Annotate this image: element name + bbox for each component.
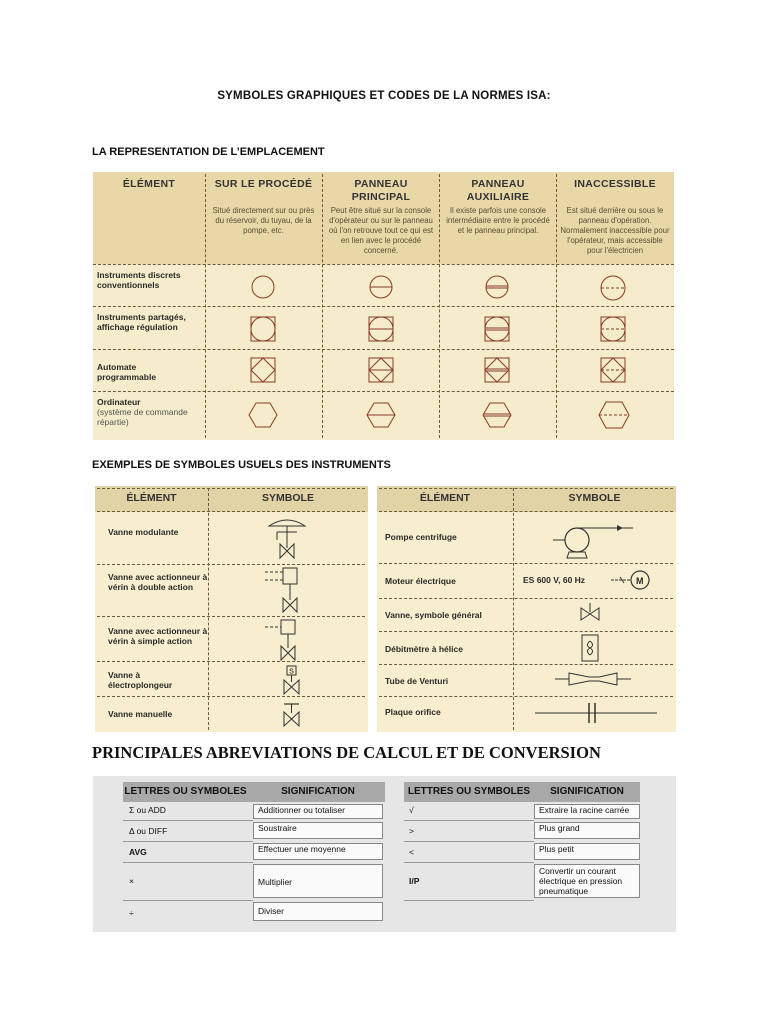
shared-auxiliaire-symbol <box>484 316 510 342</box>
abbr-avg: AVG <box>129 847 147 857</box>
meaning-add: Additionner ou totaliser <box>253 804 383 819</box>
meaning-less: Plus petit <box>534 843 640 860</box>
col-desc-panneau-principal: Peut être situé sur la console d'opérateur ou sur le panneau où l'on retrouve tout ce qui est en lien avec le procédé concerné. <box>328 206 434 255</box>
row-label-ordinateur-main: Ordinateur <box>97 397 141 407</box>
abbr-sqrt: √ <box>409 805 414 815</box>
discrete-auxiliaire-symbol <box>485 275 509 299</box>
row-label-vanne-double-action: Vanne avec actionneur à vérin à double action <box>108 572 208 592</box>
row-divider <box>379 563 673 564</box>
row-divider <box>379 631 673 632</box>
row-divider <box>123 841 253 842</box>
meaning-sqrt: Extraire la racine carrée <box>534 804 640 819</box>
row-divider <box>123 862 253 863</box>
col-head-panneau-principal: PANNEAU PRINCIPAL <box>351 178 411 203</box>
abbr-add: Σ ou ADD <box>129 805 166 815</box>
row-divider <box>379 696 673 697</box>
computer-procede-symbol <box>248 402 278 428</box>
section-heading-instruments: EXEMPLES DE SYMBOLES USUELS DES INSTRUMENTS <box>92 459 391 471</box>
column-divider <box>208 488 209 730</box>
col-head-inaccessible: INACCESSIBLE <box>574 178 656 190</box>
col-head-symbole: SYMBOLE <box>262 492 314 504</box>
double-action-valve-icon <box>261 566 315 614</box>
location-symbols-table <box>93 172 674 440</box>
plc-inaccessible-symbol <box>600 357 626 383</box>
col-head-symbole: SYMBOLE <box>568 492 621 504</box>
propeller-flowmeter-icon <box>579 633 601 663</box>
abbr-less: < <box>409 847 414 857</box>
page-title: SYMBOLES GRAPHIQUES ET CODES DE LA NORMES ISA: <box>217 90 551 102</box>
abbreviations-table <box>93 776 676 932</box>
manual-valve-icon <box>277 700 307 728</box>
meaning-avg: Effectuer une moyenne <box>253 843 383 860</box>
row-divider <box>97 696 365 697</box>
orifice-plate-icon <box>533 700 659 726</box>
svg-text:S: S <box>289 668 294 676</box>
motor-spec-text: ES 600 V, 60 Hz <box>523 575 586 585</box>
col-head-signification-right: SIGNIFICATION <box>550 786 624 797</box>
row-divider <box>123 900 253 901</box>
meaning-ip: Convertir un courant électrique en pression pneumatique <box>534 864 640 898</box>
row-divider <box>123 820 253 821</box>
plc-auxiliaire-symbol <box>484 357 510 383</box>
row-divider <box>379 664 673 665</box>
row-label-vanne-general: Vanne, symbole général <box>385 610 482 620</box>
row-divider <box>97 616 365 617</box>
row-label-automate: Automate programmable <box>97 362 157 382</box>
row-divider <box>404 862 534 863</box>
shared-principal-symbol <box>368 316 394 342</box>
shared-procede-symbol <box>250 316 276 342</box>
meaning-divide: Diviser <box>253 902 383 921</box>
meaning-greater: Plus grand <box>534 822 640 839</box>
row-label-discrets: Instruments discrets conventionnels <box>97 270 181 290</box>
column-divider <box>513 488 514 730</box>
row-label-pompe: Pompe centrifuge <box>385 532 457 542</box>
row-label-vanne-simple-action: Vanne avec actionneur à vérin à simple action <box>108 626 208 646</box>
row-label-partages: Instruments partagés, affichage régulation <box>97 312 186 332</box>
computer-principal-symbol <box>366 402 396 428</box>
modulating-valve-icon <box>265 514 315 562</box>
abbr-ip: I/P <box>409 876 420 886</box>
abbr-diff: Δ ou DIFF <box>129 826 168 836</box>
row-divider <box>404 900 534 901</box>
row-divider <box>379 598 673 599</box>
shared-inaccessible-symbol <box>600 316 626 342</box>
row-divider <box>93 349 674 350</box>
discrete-procede-symbol <box>251 275 275 299</box>
plc-principal-symbol <box>368 357 394 383</box>
row-divider <box>93 306 674 307</box>
row-divider <box>97 511 365 512</box>
row-label-vanne-manuelle: Vanne manuelle <box>108 709 173 719</box>
row-label-venturi: Tube de Venturi <box>385 676 449 686</box>
col-head-element: ÉLÉMENT <box>419 492 471 504</box>
col-head-lettres-right: LETTRES OU SYMBOLES <box>407 786 531 797</box>
plc-procede-symbol <box>250 357 276 383</box>
row-label-moteur: Moteur électrique <box>385 576 456 586</box>
col-head-sur-le-procede: SUR LE PROCÉDÉ <box>214 178 313 190</box>
col-head-signification-left: SIGNIFICATION <box>281 786 355 797</box>
abbr-greater: > <box>409 826 414 836</box>
general-valve-icon <box>575 602 605 624</box>
computer-auxiliaire-symbol <box>482 402 512 428</box>
row-label-debitmetre: Débitmètre à hélice <box>385 644 463 654</box>
venturi-tube-icon <box>553 670 633 688</box>
row-divider <box>97 488 365 489</box>
col-head-element: ÉLÉMENT <box>122 178 176 190</box>
col-head-element: ÉLÉMENT <box>126 492 177 504</box>
row-divider <box>404 841 534 842</box>
computer-inaccessible-symbol <box>598 401 630 429</box>
row-label-vanne-electroplongeur: Vanne à électroplongeur <box>108 670 173 690</box>
single-action-valve-icon <box>261 618 315 662</box>
section-heading-emplacement: LA REPRESENTATION DE L’EMPLACEMENT <box>92 146 325 158</box>
instrument-symbols-table-right <box>377 486 676 732</box>
discrete-inaccessible-symbol <box>600 275 626 301</box>
col-desc-panneau-auxiliaire: Il existe parfois une console intermédiaire entre le procédé et le panneau principal. <box>446 206 550 235</box>
col-head-lettres-left: LETTRES OU SYMBOLES <box>124 786 247 797</box>
row-divider <box>97 564 365 565</box>
discrete-principal-symbol <box>369 275 393 299</box>
meaning-diff: Soustraire <box>253 822 383 839</box>
abbr-divide: ÷ <box>129 908 134 918</box>
centrifugal-pump-icon <box>545 514 635 562</box>
motor-letter: M <box>636 576 644 586</box>
row-label-ordinateur <box>97 397 201 427</box>
row-divider <box>93 391 674 392</box>
row-label-plaque-orifice: Plaque orifice <box>385 707 441 717</box>
row-divider <box>404 820 534 821</box>
row-label-ordinateur-sub: (système de commande répartie) <box>97 407 188 427</box>
solenoid-valve-icon <box>277 664 307 696</box>
col-desc-sur-le-procede: Situé directement sur ou près du réservoir, du tuyau, de la pompe, etc. <box>212 206 315 235</box>
row-divider <box>379 511 673 512</box>
row-divider <box>93 264 674 265</box>
col-desc-inaccessible: Est situé derrière ou sous le panneau d'opération. Normalement inaccessible pour l'opérateur, mais accessible pour l'électricien <box>560 206 670 255</box>
electric-motor-icon <box>609 569 651 593</box>
col-head-panneau-auxiliaire: PANNEAU AUXILIAIRE <box>466 178 530 203</box>
row-divider <box>97 661 365 662</box>
section-heading-abreviations: PRINCIPALES ABREVIATIONS DE CALCUL ET DE CONVERSION <box>92 743 601 762</box>
row-divider <box>379 488 673 489</box>
abbr-multiply: × <box>129 876 134 886</box>
instrument-symbols-table-left <box>95 486 368 732</box>
row-label-vanne-modulante: Vanne modulante <box>108 527 179 537</box>
meaning-multiply: Multiplier <box>253 864 383 898</box>
